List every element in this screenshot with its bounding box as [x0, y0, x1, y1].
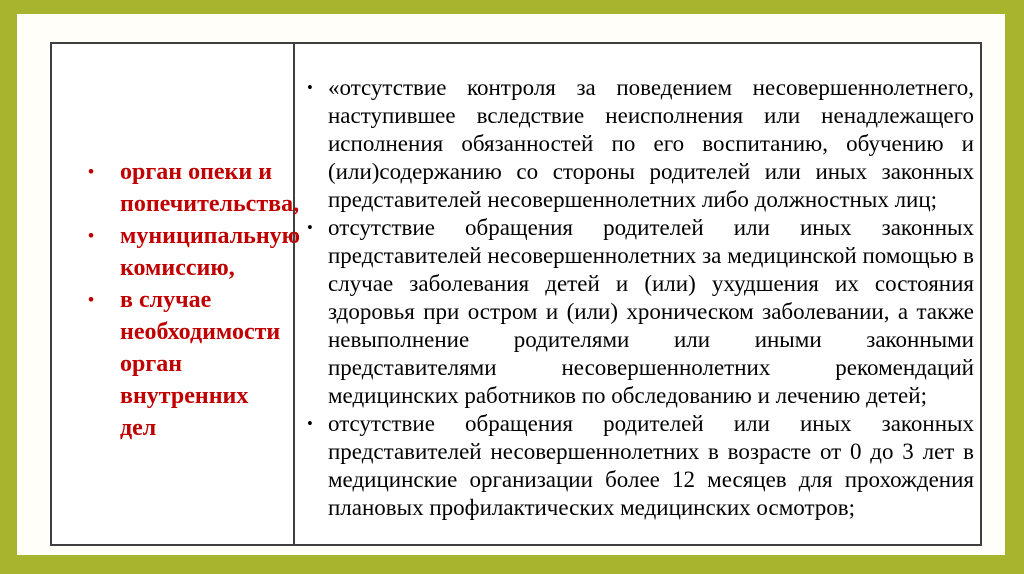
list-item — [307, 410, 974, 522]
list-item — [88, 156, 300, 220]
list-item — [88, 284, 287, 444]
agency-item-text: в случае необходимости орган внутренних дел — [120, 287, 281, 441]
bullet-icon: • — [88, 226, 95, 245]
content-table — [50, 42, 982, 546]
bullet-icon: • — [307, 78, 313, 97]
bullet-icon: • — [88, 162, 95, 181]
violations-column — [295, 44, 980, 544]
violation-item-text: отсутствие обращения родителей или иных законных представителей несовершеннолетних в возрасте от 0 до 3 лет в медицинские организации более 12 месяцев для прохождения плановых профилактических медицинских осмотров; — [328, 411, 974, 520]
list-item — [307, 214, 974, 410]
bullet-icon: • — [307, 414, 313, 433]
agencies-column — [52, 44, 301, 544]
list-item — [307, 74, 974, 214]
bullet-icon: • — [88, 290, 95, 309]
violation-item-text: отсутствие обращения родителей или иных законных представителей несовершеннолетних за медицинской помощью в случае заболевания детей и (или) ухудшения их состояния здоровья при остром и (или) хроническом заболевании, а также невыполнение родителями или иными законными представителями несовершеннолетних рекомендаций медицинских работников по обследованию и лечению детей; — [328, 215, 974, 408]
bullet-icon: • — [307, 218, 313, 237]
list-item — [88, 220, 301, 284]
agency-item-text: орган опеки и попечительства, — [120, 159, 300, 217]
agency-item-text: муниципальную комиссию, — [120, 223, 301, 281]
violation-item-text: «отсутствие контроля за поведением несовершеннолетнего, наступившее вследствие неисполнения или ненадлежащего исполнения обязанностей по его воспитанию, обучению и (или)содержанию со стороны родителей или иных законных представителей несовершеннолетних либо должностных лиц; — [328, 75, 974, 212]
